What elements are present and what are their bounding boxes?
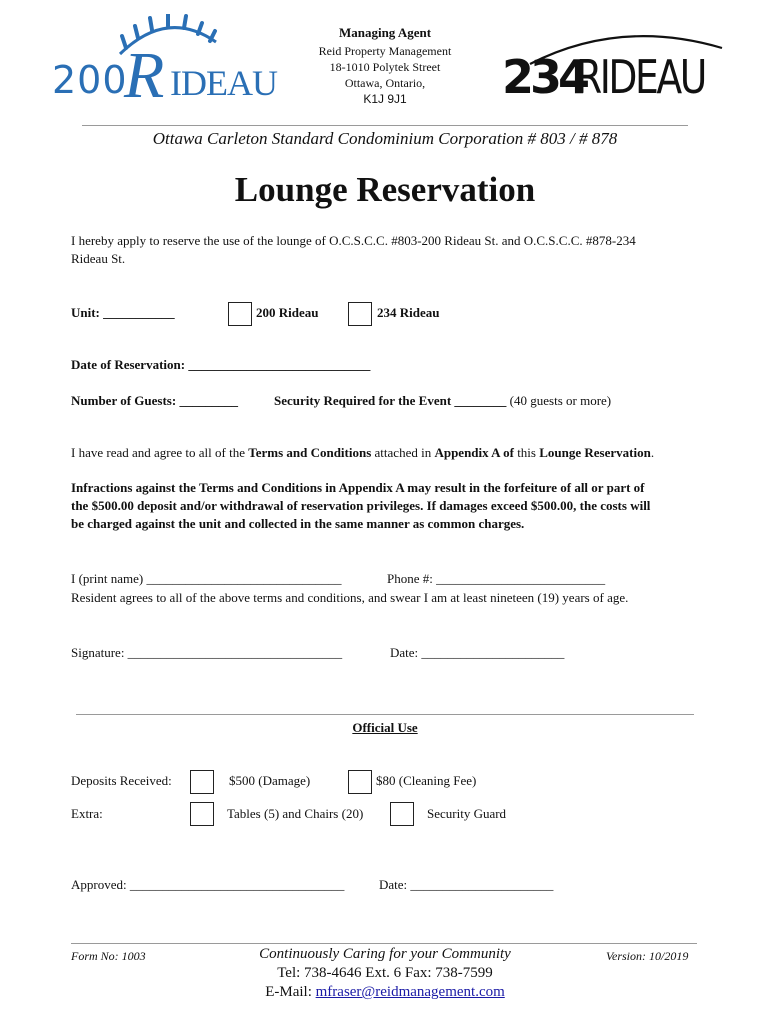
signature-field[interactable]: Signature: _________________________________: [71, 645, 343, 660]
label-234-rideau: 234 Rideau: [377, 305, 440, 320]
agent-name: Reid Property Management: [318, 44, 452, 58]
agree-text-1: I have read and agree to all of the: [71, 445, 249, 460]
header-rule: [82, 125, 688, 126]
logo-234-text: RIDEAU: [576, 50, 705, 104]
security-note: (40 guests or more): [506, 393, 612, 408]
checkbox-234-rideau[interactable]: [348, 302, 372, 326]
label-security-guard: Security Guard: [427, 806, 507, 821]
footer-contact: Tel: 738-4646 Ext. 6 Fax: 738-7599: [277, 965, 493, 981]
infractions-line-2: the $500.00 deposit and/or withdrawal of reservation privileges. If damages exceed $500.00, the costs will: [71, 498, 651, 513]
footer-email-line: [0, 984, 770, 1001]
checkbox-tables-chairs[interactable]: [190, 802, 214, 826]
label-200-rideau: 200 Rideau: [256, 305, 319, 320]
number-of-guests-field[interactable]: Number of Guests: _________: [71, 393, 238, 408]
checkbox-damage-deposit[interactable]: [190, 770, 214, 794]
managing-agent-block: [300, 22, 470, 107]
agree-text-3: this: [513, 445, 540, 460]
agent-address-2: Ottawa, Ontario,: [344, 76, 426, 90]
intro-line-2: Rideau St.: [71, 251, 126, 266]
resident-agreement: Resident agrees to all of the above terms and conditions, and swear I am at least nineteen (19) years of age.: [71, 590, 629, 605]
official-rule: [76, 714, 694, 715]
signature-date-field[interactable]: Date: ______________________: [390, 645, 565, 660]
page-title: Lounge Reservation: [234, 170, 536, 209]
agree-period: .: [650, 445, 655, 460]
date-of-reservation-field[interactable]: Date of Reservation: ____________________________: [71, 357, 371, 372]
unit-field[interactable]: Unit: ___________: [71, 305, 175, 320]
agree-lounge: Lounge Reservation: [539, 445, 651, 460]
agent-title: Managing Agent: [338, 25, 432, 40]
infractions-line-3: be charged against the unit and collected in the same manner as common charges.: [71, 516, 525, 531]
infractions-paragraph: [71, 479, 650, 533]
logo-234-rideau: [500, 28, 728, 110]
logo-234-number: 234: [502, 50, 587, 104]
deposits-received-label: Deposits Received:: [71, 773, 172, 788]
agent-postal: K1J 9J1: [363, 92, 407, 106]
security-required-line: [274, 393, 611, 409]
logo-200-number: 200: [52, 58, 128, 102]
agent-address-1: 18-1010 Polytek Street: [329, 60, 441, 74]
extra-label: Extra:: [71, 806, 103, 821]
email-link[interactable]: mfraser@reidmanagement.com: [315, 984, 505, 1000]
logo-200-rideau: [52, 14, 277, 110]
form-number: Form No: 1003: [71, 949, 146, 963]
logo-200-text: IDEAU: [170, 63, 277, 103]
checkbox-security-guard[interactable]: [390, 802, 414, 826]
email-label: E-Mail:: [265, 984, 316, 1000]
official-use-heading: Official Use: [352, 720, 418, 735]
checkbox-200-rideau[interactable]: [228, 302, 252, 326]
print-name-field[interactable]: I (print name) ______________________________: [71, 571, 342, 586]
logo-200-r: R: [124, 39, 165, 112]
approved-field[interactable]: Approved: _________________________________: [71, 877, 345, 892]
label-damage-deposit: $500 (Damage): [229, 773, 311, 788]
agree-appendix: Appendix A of: [434, 445, 514, 460]
corporation-title: Ottawa Carleton Standard Condominium Corporation # 803 / # 878: [152, 129, 618, 148]
infractions-line-1: Infractions against the Terms and Conditions in Appendix A may result in the forfeiture of all or part of: [71, 480, 645, 495]
agreement-statement: [71, 445, 654, 461]
agree-text-2: attached in: [371, 445, 435, 460]
approved-date-field[interactable]: Date: ______________________: [379, 877, 554, 892]
footer-rule: [71, 943, 697, 944]
footer-slogan: Continuously Caring for your Community: [259, 946, 511, 962]
intro-line-1: I hereby apply to reserve the use of the lounge of O.C.S.C.C. #803-200 Rideau St. and O.C.S.C.C. #878-234: [71, 233, 636, 248]
security-required-field[interactable]: Security Required for the Event ________: [274, 393, 507, 408]
label-cleaning-fee: $80 (Cleaning Fee): [376, 773, 477, 788]
phone-field[interactable]: Phone #: __________________________: [387, 571, 606, 586]
version-number: Version: 10/2019: [606, 949, 689, 963]
checkbox-cleaning-fee[interactable]: [348, 770, 372, 794]
label-tables-chairs: Tables (5) and Chairs (20): [227, 806, 364, 821]
agree-terms: Terms and Conditions: [248, 445, 372, 460]
